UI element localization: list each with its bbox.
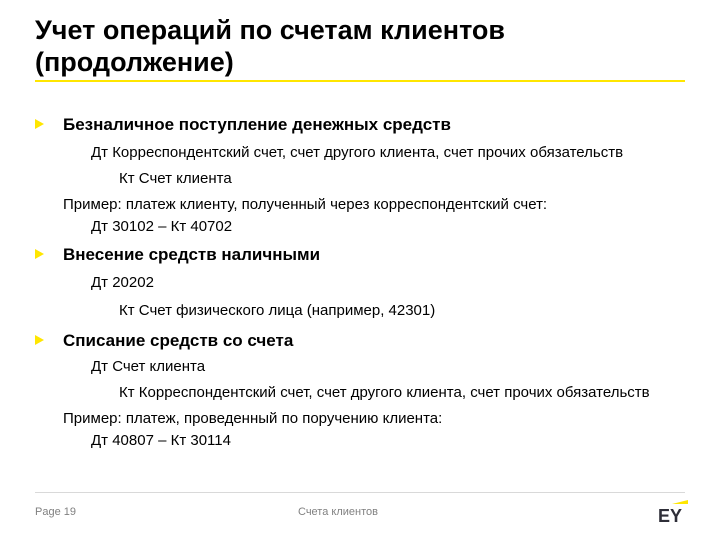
debit-entry: Дт Корреспондентский счет, счет другого клиента, счет прочих обязательств [91,144,624,161]
debit-entry: Дт 20202 [91,274,154,291]
bullet-heading-2 [35,244,675,266]
credit-entry: Кт Счет клиента [119,170,232,187]
bullet-heading-text: Внесение средств наличными [63,245,321,264]
slide-title: Учет операций по счетам клиентов (продолжение) [35,15,506,77]
bullet-arrow-icon [35,335,44,345]
logo-accent-bar [672,500,688,504]
example-entry: Дт 40807 – Кт 30114 [91,432,231,449]
credit-entry: Кт Корреспондентский счет, счет другого клиента, счет прочих обязательств [119,384,650,401]
bullet-arrow-icon [35,119,44,129]
example-text: Пример: платеж, проведенный по поручению клиента: [63,410,443,427]
bullet-arrow-icon [35,249,44,259]
logo-text: EY [658,506,683,524]
title-underline [35,80,685,82]
slide-content [35,114,675,452]
footer-divider [35,492,685,493]
bullet-heading-text: Безналичное поступление денежных средств [63,115,451,134]
example-entry: Дт 30102 – Кт 40702 [91,218,233,235]
debit-entry: Дт Счет клиента [91,358,206,375]
footer-section-label: Счета клиентов [298,506,378,518]
bullet-heading-3 [35,330,675,352]
page-number: Page 19 [35,506,76,518]
credit-entry: Кт Счет физического лица (например, 42301) [119,302,436,319]
bullet-heading-text: Списание средств со счета [63,331,294,350]
ey-logo-icon [658,500,688,524]
bullet-heading-1 [35,114,675,136]
example-text: Пример: платеж клиенту, полученный через корреспондентский счет: [63,196,548,213]
